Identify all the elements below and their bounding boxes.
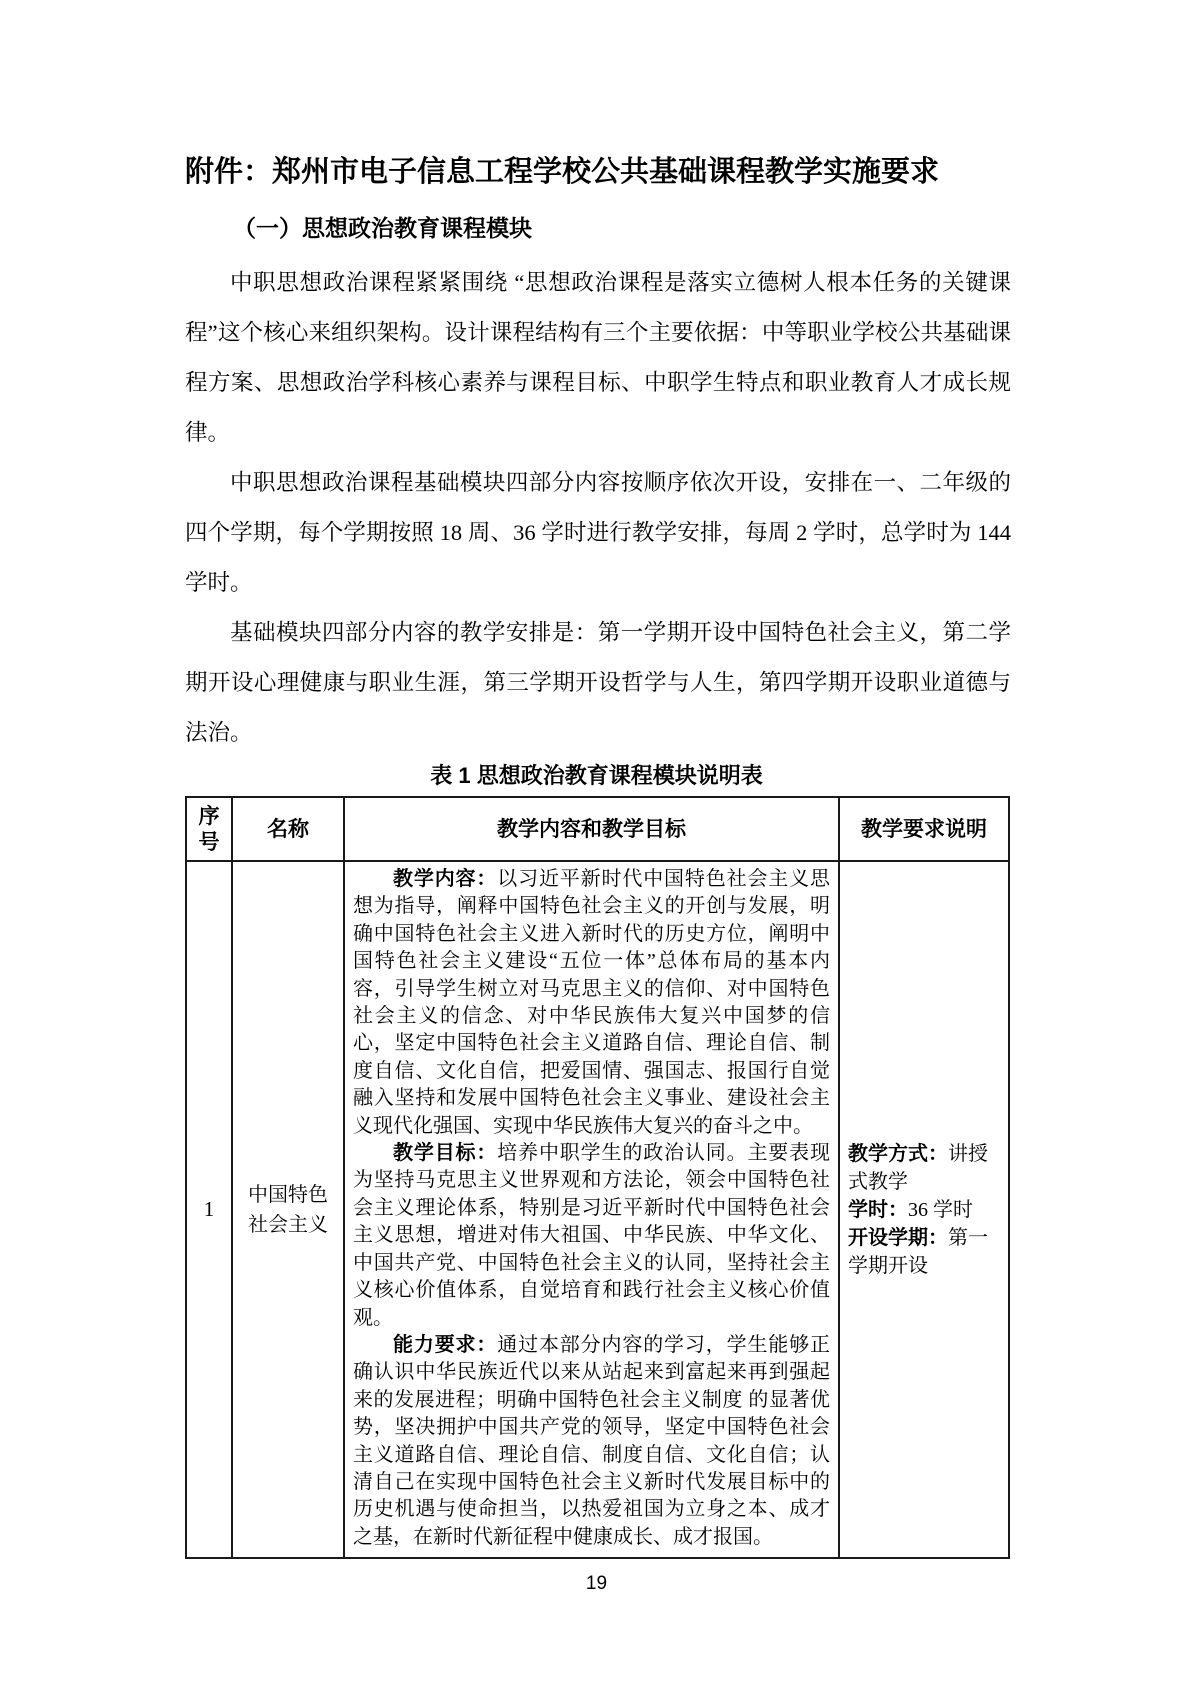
content-paragraph-teaching-goal xyxy=(353,1140,830,1332)
paragraph-2: 中职思想政治课程基础模块四部分内容按顺序依次开设，安排在一、二年级的四个学期，每个学期按照 18 周、36 学时进行教学安排，每周 2 学时，总学时为 144 学时。 xyxy=(185,470,1011,595)
label-class-hours: 学时： xyxy=(848,1198,908,1221)
cell-row-index: 1 xyxy=(186,861,232,1558)
cell-teaching-requirements xyxy=(839,861,1009,1558)
cell-teaching-content xyxy=(344,861,839,1558)
page-number: 19 xyxy=(585,1573,608,1595)
header-index: 序号 xyxy=(186,797,232,861)
text-semester: 第一学期开设 xyxy=(848,1226,988,1277)
text-ability-requirement: 通过本部分内容的学习，学生能够正确认识中华民族近代以来从站起来到富起来再到强起来的发展进程；明确中国特色社会主义制度 的显著优势，坚决拥护中国共产党的领导，坚定中国特色社会主义道路自信、理论自信、制度自信、文化自信；认清自己在实现中国特色社会主义新时代发展目标中的历史机遇与使命担当，以热爱祖国为立身之本、成才之基，在新时代新征程中健康成长、成才报国。 xyxy=(353,1333,830,1548)
paragraph-3: 基础模块四部分内容的教学安排是：第一学期开设中国特色社会主义，第二学期开设心理健康与职业生涯，第三学期开设哲学与人生，第四学期开设职业道德与法治。 xyxy=(185,620,1011,745)
course-module-table xyxy=(185,796,1010,1559)
header-name: 名称 xyxy=(232,797,344,861)
text-class-hours: 36 学时 xyxy=(908,1198,973,1221)
label-teaching-content: 教学内容： xyxy=(393,868,498,890)
content-paragraph-teaching-content xyxy=(353,866,830,1140)
cell-course-name: 中国特色社会主义 xyxy=(232,861,344,1558)
text-teaching-content: 以习近平新时代中国特色社会主义思想为指导，阐释中国特色社会主义的开创与发展，明确中国特色社会主义进入新时代的历史方位，阐明中国特色社会主义建设“五位一体”总体布局的基本内容，引导学生树立对马克思主义的信仰、对中国特色社会主义的信念、对中华民族伟大复兴中国梦的信心，坚定中国特色社会主义道路自信、理论自信、制度自信、文化自信，把爱国情、强国志、报国行自觉融入坚持和发展中国特色社会主义事业、建设社会主义现代化强国、实现中华民族伟大复兴的奋斗之中。 xyxy=(353,868,830,1137)
paragraph-1: 中职思想政治课程紧紧围绕 “思想政治课程是落实立德树人根本任务的关键课程”这个核心来组织架构。设计课程结构有三个主要依据：中等职业学校公共基础课程方案、思想政治学科核心素养与课程目标、中职学生特点和职业教育人才成长规律。 xyxy=(185,270,1011,445)
label-teaching-method: 教学方式： xyxy=(848,1142,948,1165)
page-title: 附件：郑州市电子信息工程学校公共基础课程教学实施要求 xyxy=(185,156,940,188)
label-semester: 开设学期： xyxy=(848,1226,948,1249)
header-content: 教学内容和教学目标 xyxy=(344,797,839,861)
table-caption: 表 1 思想政治教育课程模块说明表 xyxy=(430,763,763,788)
table-row xyxy=(186,861,1009,1558)
label-teaching-goal: 教学目标： xyxy=(393,1142,498,1165)
text-teaching-goal: 培养中职学生的政治认同。主要表现为坚持马克思主义世界观和方法论，领会中国特色社会主义理论体系，特别是习近平新时代中国特色社会主义思想，增进对伟大祖国、中华民族、中华文化、中国共产党、中国特色社会主义的认同，坚持社会主义核心价值体系，自觉培育和践行社会主义核心价值观。 xyxy=(353,1142,830,1329)
requirement-class-hours xyxy=(848,1196,1000,1224)
content-paragraph-ability-requirement xyxy=(353,1332,830,1551)
requirement-teaching-method xyxy=(848,1140,1000,1196)
table-header-row xyxy=(186,797,1009,861)
requirement-semester xyxy=(848,1224,1000,1280)
header-requirements: 教学要求说明 xyxy=(839,797,1009,861)
text-teaching-method: 讲授式教学 xyxy=(848,1142,988,1193)
section-heading: （一）思想政治教育课程模块 xyxy=(233,215,532,241)
label-ability-requirement: 能力要求： xyxy=(393,1333,498,1356)
